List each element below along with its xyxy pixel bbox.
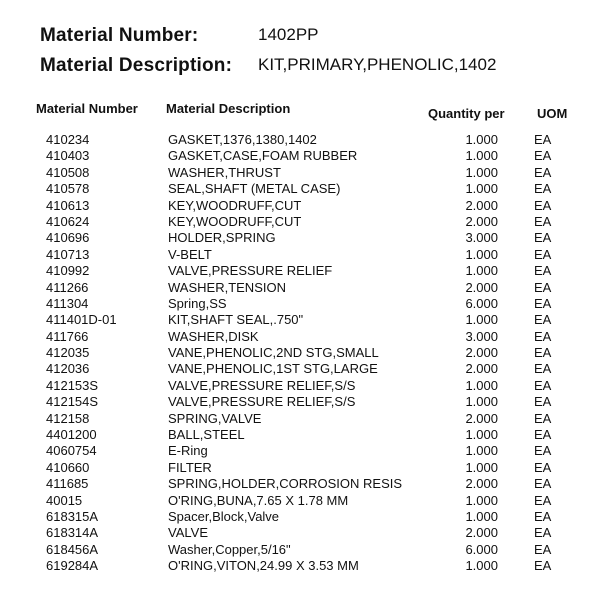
quantity-cell: 1.000 bbox=[465, 181, 498, 197]
uom-cell: EA bbox=[534, 361, 552, 377]
material-number-cell: 410624 bbox=[46, 213, 90, 229]
material-number-cell: 410613 bbox=[46, 197, 90, 213]
column-header-quantity: Quantity per bbox=[428, 106, 505, 121]
material-description-cell: O'RING,BUNA,7.65 X 1.78 MM bbox=[168, 492, 349, 508]
uom-cell: EA bbox=[534, 476, 552, 492]
material-description-cell: GASKET,CASE,FOAM RUBBER bbox=[168, 148, 358, 164]
material-number-cell: 40015 bbox=[46, 492, 83, 508]
table-row bbox=[0, 132, 600, 148]
uom-cell: EA bbox=[534, 197, 552, 213]
quantity-cell: 1.000 bbox=[465, 443, 498, 459]
material-number-cell: 4060754 bbox=[46, 443, 97, 459]
material-description-cell: Spring,SS bbox=[168, 295, 227, 311]
material-description-label: Material Description: bbox=[40, 55, 233, 76]
table-row bbox=[0, 345, 600, 361]
quantity-cell: 1.000 bbox=[465, 394, 498, 410]
material-number-cell: 619284A bbox=[46, 558, 99, 574]
quantity-cell: 2.000 bbox=[465, 345, 498, 361]
material-description-cell: WASHER,DISK bbox=[168, 328, 259, 344]
table-row bbox=[0, 394, 600, 410]
material-description-cell: Spacer,Block,Valve bbox=[168, 508, 280, 524]
material-number-cell: 412158 bbox=[46, 410, 90, 426]
uom-cell: EA bbox=[534, 213, 552, 229]
material-description-cell: VALVE bbox=[168, 525, 208, 541]
table-row bbox=[0, 230, 600, 246]
material-description-cell: E-Ring bbox=[168, 443, 208, 459]
quantity-cell: 6.000 bbox=[465, 541, 498, 557]
uom-cell: EA bbox=[534, 345, 552, 361]
uom-cell: EA bbox=[534, 312, 552, 328]
material-description-cell: VALVE,PRESSURE RELIEF,S/S bbox=[168, 394, 356, 410]
uom-cell: EA bbox=[534, 230, 552, 246]
material-number-cell: 412036 bbox=[46, 361, 90, 377]
material-description-value: KIT,PRIMARY,PHENOLIC,1402 bbox=[258, 55, 497, 74]
quantity-cell: 3.000 bbox=[465, 328, 498, 344]
table-row bbox=[0, 476, 600, 492]
quantity-cell: 1.000 bbox=[465, 377, 498, 393]
material-number-cell: 410234 bbox=[46, 132, 90, 147]
table-row bbox=[0, 493, 600, 509]
quantity-cell: 1.000 bbox=[465, 148, 498, 164]
material-description-cell: VANE,PHENOLIC,1ST STG,LARGE bbox=[168, 361, 378, 377]
quantity-cell: 2.000 bbox=[465, 476, 498, 492]
material-description-cell: GASKET,1376,1380,1402 bbox=[168, 132, 317, 147]
uom-cell: EA bbox=[534, 246, 552, 262]
quantity-cell: 1.000 bbox=[465, 427, 498, 443]
material-number-cell: 410403 bbox=[46, 148, 90, 164]
material-number-cell: 410578 bbox=[46, 181, 90, 197]
quantity-cell: 1.000 bbox=[465, 132, 498, 147]
table-row bbox=[0, 296, 600, 312]
uom-cell: EA bbox=[534, 394, 552, 410]
uom-cell: EA bbox=[534, 410, 552, 426]
material-number-cell: 618315A bbox=[46, 508, 99, 524]
table-row bbox=[0, 361, 600, 377]
material-description-cell: WASHER,THRUST bbox=[168, 164, 281, 180]
uom-cell: EA bbox=[534, 263, 552, 279]
uom-cell: EA bbox=[534, 181, 552, 197]
uom-cell: EA bbox=[534, 427, 552, 443]
material-number-cell: 410992 bbox=[46, 263, 90, 279]
quantity-cell: 1.000 bbox=[465, 164, 498, 180]
material-description-cell: KEY,WOODRUFF,CUT bbox=[168, 197, 302, 213]
material-description-cell: SPRING,VALVE bbox=[168, 410, 262, 426]
uom-cell: EA bbox=[534, 328, 552, 344]
material-description-cell: VALVE,PRESSURE RELIEF,S/S bbox=[168, 377, 356, 393]
table-row bbox=[0, 280, 600, 296]
quantity-cell: 2.000 bbox=[465, 361, 498, 377]
uom-cell: EA bbox=[534, 492, 552, 508]
material-number-cell: 4401200 bbox=[46, 427, 97, 443]
quantity-cell: 1.000 bbox=[465, 492, 498, 508]
table-row bbox=[0, 558, 600, 574]
material-description-cell: Washer,Copper,5/16" bbox=[168, 541, 291, 557]
table-row bbox=[0, 329, 600, 345]
uom-cell: EA bbox=[534, 279, 552, 295]
material-description-cell: BALL,STEEL bbox=[168, 427, 245, 443]
quantity-cell: 1.000 bbox=[465, 558, 498, 574]
material-number-cell: 618314A bbox=[46, 525, 99, 541]
uom-cell: EA bbox=[534, 443, 552, 459]
table-row bbox=[0, 525, 600, 541]
uom-cell: EA bbox=[534, 164, 552, 180]
quantity-cell: 6.000 bbox=[465, 295, 498, 311]
quantity-cell: 1.000 bbox=[465, 508, 498, 524]
table-row bbox=[0, 460, 600, 476]
material-number-cell: 410713 bbox=[46, 246, 90, 262]
uom-cell: EA bbox=[534, 525, 552, 541]
table-row bbox=[0, 427, 600, 443]
table-row bbox=[0, 148, 600, 164]
material-number-cell: 411685 bbox=[46, 476, 89, 492]
quantity-cell: 1.000 bbox=[465, 246, 498, 262]
material-description-cell: SEAL,SHAFT (METAL CASE) bbox=[168, 181, 341, 197]
table-row bbox=[0, 165, 600, 181]
material-number-cell: 410660 bbox=[46, 459, 90, 475]
material-table-body bbox=[0, 132, 600, 575]
table-row bbox=[0, 181, 600, 197]
material-number-cell: 411304 bbox=[46, 295, 89, 311]
material-number-cell: 411266 bbox=[46, 279, 89, 295]
material-number-cell: 411766 bbox=[46, 328, 89, 344]
material-description-cell: FILTER bbox=[168, 459, 212, 475]
material-number-cell: 412035 bbox=[46, 345, 90, 361]
material-number-cell: 618456A bbox=[46, 541, 99, 557]
table-row bbox=[0, 542, 600, 558]
table-row bbox=[0, 263, 600, 279]
material-number-cell: 412154S bbox=[46, 394, 99, 410]
quantity-cell: 1.000 bbox=[465, 459, 498, 475]
column-header-uom: UOM bbox=[537, 106, 568, 121]
uom-cell: EA bbox=[534, 295, 552, 311]
uom-cell: EA bbox=[534, 132, 552, 147]
material-number-label: Material Number: bbox=[40, 25, 199, 46]
uom-cell: EA bbox=[534, 508, 552, 524]
uom-cell: EA bbox=[534, 148, 552, 164]
material-number-cell: 411401D-01 bbox=[46, 312, 117, 328]
table-row bbox=[0, 214, 600, 230]
table-row bbox=[0, 378, 600, 394]
quantity-cell: 1.000 bbox=[465, 263, 498, 279]
column-header-material-description: Material Description bbox=[166, 101, 291, 116]
uom-cell: EA bbox=[534, 558, 552, 574]
uom-cell: EA bbox=[534, 541, 552, 557]
material-description-cell: KIT,SHAFT SEAL,.750" bbox=[168, 312, 304, 328]
quantity-cell: 1.000 bbox=[465, 312, 498, 328]
uom-cell: EA bbox=[534, 377, 552, 393]
material-number-value: 1402PP bbox=[258, 25, 319, 44]
table-row bbox=[0, 247, 600, 263]
material-description-cell: VALVE,PRESSURE RELIEF bbox=[168, 263, 333, 279]
material-description-cell: O'RING,VITON,24.99 X 3.53 MM bbox=[168, 558, 359, 574]
quantity-cell: 2.000 bbox=[465, 279, 498, 295]
uom-cell: EA bbox=[534, 459, 552, 475]
material-description-cell: KEY,WOODRUFF,CUT bbox=[168, 213, 302, 229]
material-number-cell: 412153S bbox=[46, 377, 99, 393]
table-row bbox=[0, 312, 600, 328]
table-row bbox=[0, 509, 600, 525]
quantity-cell: 2.000 bbox=[465, 525, 498, 541]
material-description-cell: VANE,PHENOLIC,2ND STG,SMALL bbox=[168, 345, 379, 361]
material-number-cell: 410508 bbox=[46, 164, 90, 180]
table-row bbox=[0, 443, 600, 459]
material-description-cell: V-BELT bbox=[168, 246, 212, 262]
material-description-cell: WASHER,TENSION bbox=[168, 279, 286, 295]
quantity-cell: 2.000 bbox=[465, 410, 498, 426]
quantity-cell: 2.000 bbox=[465, 197, 498, 213]
table-row bbox=[0, 198, 600, 214]
quantity-cell: 2.000 bbox=[465, 213, 498, 229]
material-number-cell: 410696 bbox=[46, 230, 90, 246]
material-description-cell: SPRING,HOLDER,CORROSION RESIS bbox=[168, 476, 403, 492]
table-row bbox=[0, 411, 600, 427]
quantity-cell: 3.000 bbox=[465, 230, 498, 246]
material-description-cell: HOLDER,SPRING bbox=[168, 230, 276, 246]
column-header-material-number: Material Number bbox=[36, 101, 138, 116]
